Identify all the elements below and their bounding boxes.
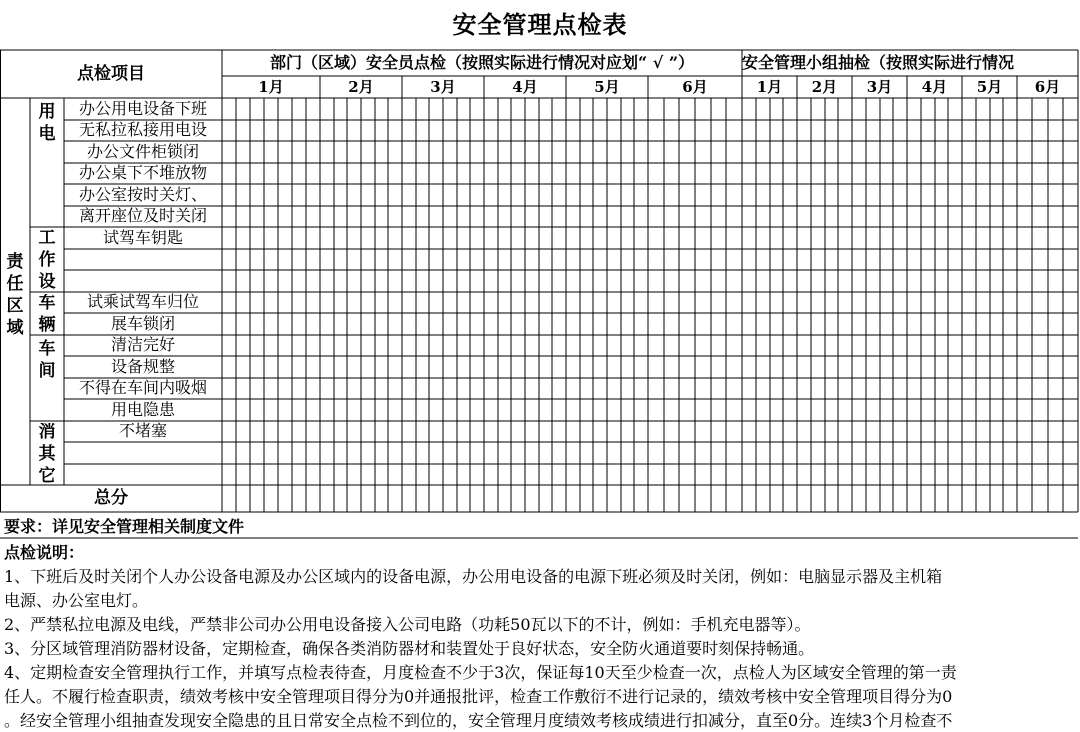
vertical-char: 用 [38,102,56,122]
requirement-text: 要求：详见安全管理相关制度文件 [4,517,245,536]
check-item-label: 办公文件柜锁闭 [86,141,199,161]
vertical-char: 车 [38,293,56,313]
dept-month-header: 2月 [348,77,374,96]
vertical-char: 间 [38,360,56,381]
check-item-label: 不堵塞 [118,421,167,441]
dept-month-header: 1月 [258,77,284,96]
dept-check-header: 部门（区域）安全员点检（按照实际进行情况对应划“ √ ”） [269,53,695,72]
check-item-label [64,464,222,486]
check-item-label: 无私拉私接用电设 [78,120,207,140]
note-line: 任人。不履行检查职责，绩效考核中安全管理项目得分为0并通报批评，检查工作敷衍不进行记录的，绩效考核中安全管理项目得分为0 [4,687,953,706]
vertical-char: 域 [6,318,24,338]
vertical-char: 任 [6,274,24,294]
vertical-char: 工 [38,229,56,249]
vertical-char: 区 [6,296,24,316]
check-item-label: 设备规整 [110,356,175,376]
team-check-header: 安全管理小组抽检（按照实际进行情况 [742,53,1015,72]
team-month-header: 3月 [866,77,893,96]
page-title: 安全管理点检表 [452,10,628,39]
team-month-header: 5月 [976,77,1003,96]
dept-month-header: 4月 [512,77,538,96]
item-header: 点检项目 [77,63,145,84]
notes-title: 点检说明： [4,543,85,562]
check-item-label: 办公用电设备下班 [78,98,207,118]
check-item-label [64,442,222,464]
check-item-label: 试驾车钥匙 [102,227,183,247]
note-line: 3、分区域管理消防器材设备，定期检查，确保各类消防器材和装置处于良好状态，安全防火通道要时刻保持畅通。 [4,639,815,658]
note-line: 。经安全管理小组抽查发现安全隐患的且日常安全点检不到位的，安全管理月度绩效考核成绩进行扣减分，直至0分。连续3个月检查不 [4,711,953,730]
area-label [0,240,30,350]
dept-month-header: 3月 [430,77,456,96]
vertical-char: 其 [38,443,56,464]
vertical-char: 它 [38,465,56,485]
vertical-char: 责 [6,252,24,272]
note-line: 电源、办公室电灯。 [4,591,149,610]
check-item-label [64,270,222,292]
dept-month-header: 6月 [682,77,708,96]
check-item-label: 办公桌下不堆放物 [78,163,207,183]
vertical-char: 消 [38,422,56,442]
team-month-header: 1月 [756,77,783,96]
check-item-label: 不得在车间内吸烟 [78,378,207,398]
note-line: 2、严禁私拉电源及电线，严禁非公司办公用电设备接入公司电路（功耗50瓦以下的不计，例如：手机充电器等）。 [4,615,811,634]
note-line: 4、定期检查安全管理执行工作，并填写点检表待查，月度检查不少于3次，保证每10天至少检查一次，点检人为区域安全管理的第一责 [4,663,957,682]
check-item-label [64,249,222,271]
category-label [30,229,64,292]
category-label [30,337,64,383]
check-item-label: 清洁完好 [110,335,175,355]
category-label [30,100,64,146]
team-month-header: 6月 [1034,77,1061,96]
category-label [30,423,64,486]
vertical-char: 电 [38,124,56,144]
check-item-label: 办公室按时关灯、 [78,184,207,204]
check-item-label: 试乘试驾车归位 [86,292,199,312]
note-line: 1、下班后及时关闭个人办公设备电源及办公区域内的设备电源，办公用电设备的电源下班必须及时关闭，例如：电脑显示器及主机箱 [4,567,943,586]
check-item-label: 展车锁闭 [110,313,175,333]
team-month-header: 4月 [921,77,948,96]
vertical-char: 辆 [38,315,56,335]
total-label: 总分 [94,488,128,508]
check-item-label: 离开座位及时关闭 [78,206,207,226]
vertical-char: 车 [38,338,56,359]
category-label [30,294,64,335]
vertical-char: 作 [38,250,56,271]
check-item-label: 用电隐患 [110,399,175,419]
team-month-header: 2月 [811,77,838,96]
vertical-char: 设 [38,272,56,292]
dept-month-header: 5月 [594,77,620,96]
